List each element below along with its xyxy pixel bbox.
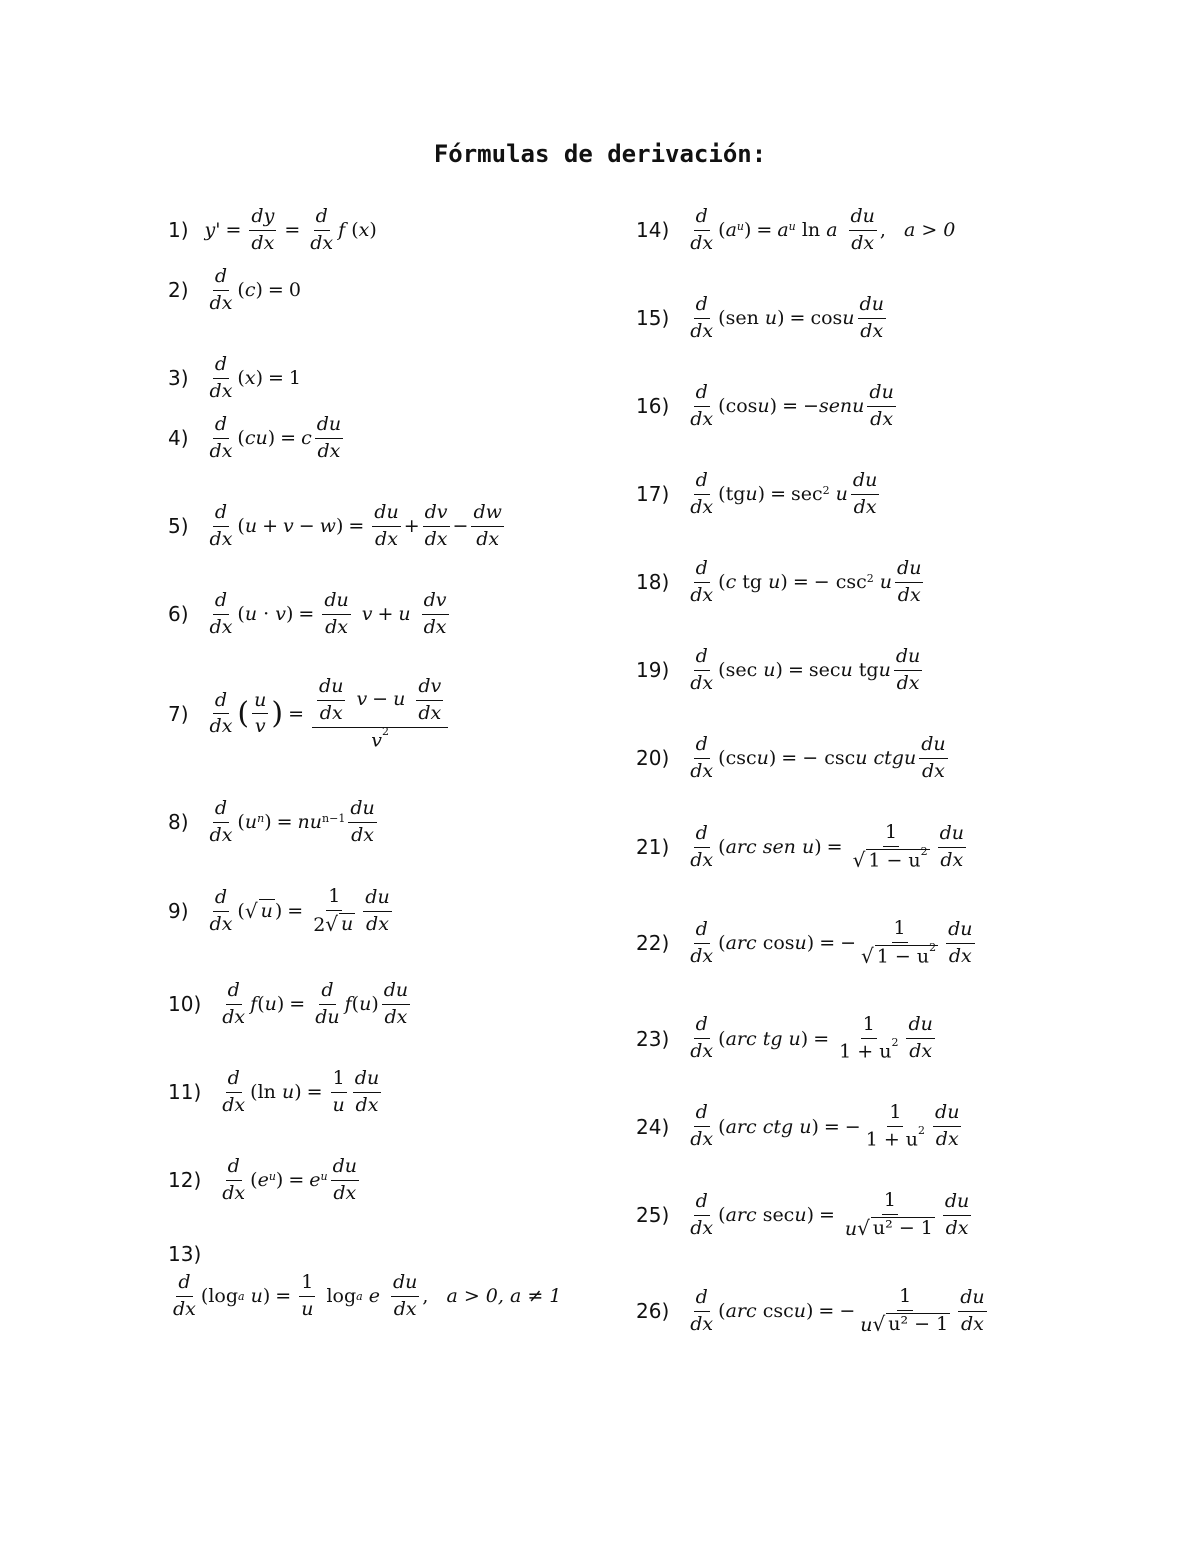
formula-20: 20) $\frac{d}{dx}$ ( csc u ) = − csc u ctg u $\frac{du}{dx}$ [636,733,946,782]
page-title: Fórmulas de derivación: [433,140,767,168]
formula-3: 3) $\frac{d}{dx}$ ( x ) = 1 [168,353,301,402]
formula-23: 23) $\frac{d}{dx}$ ( arc tg u ) = $\frac{1}{1 + u^2}$ $\frac{du}{dx}$ [636,1013,933,1063]
formula-8: 8) $\frac{d}{dx}$ ( u $^n$ ) = n u $^{n-1}$ $\frac{du}{dx}$ [168,797,375,846]
formula-19: 19) $\frac{d}{dx}$ ( sec u ) = sec u tg u $\frac{du}{dx}$ [636,645,921,694]
formula-number: 4) [168,426,189,451]
formula-number: 11) [168,1080,202,1105]
formula-1: 1) y ' = $\frac{dy}{dx}$ = $\frac{d}{dx}$ f ( x ) [168,205,377,254]
formula-5: 5) $\frac{d}{dx}$ ( u + v − w ) = $\frac{du}{dx}$ + $\frac{dv}{dx}$ − $\frac{dw}{dx}$ [168,501,502,550]
formula-number: 22) [636,931,670,956]
formula-number: 19) [636,658,670,683]
formula-22: 22) $\frac{d}{dx}$ ( arc cos u ) = − 1 √ $1 - u^2$ $\frac{du}{dx}$ [636,917,973,968]
formula-13: $\frac{d}{dx}$ ( log a u ) = $\frac{1}{u}$ log a e $\frac{du}{dx}$ , a > 0, a ≠ 1 [173,1271,562,1320]
formula-number: 5) [168,514,189,539]
formula-7: 7) $\frac{d}{dx}$ ( $\frac{u}{v}$ ) = $\frac{du}{dx}$ v − u $\frac{dv}{dx}$ $v^2$ [168,676,451,752]
formula-number: 24) [636,1114,670,1139]
formula-number: 12) [168,1168,202,1193]
formula-number: 7) [168,701,189,726]
formula-25: 25) $\frac{d}{dx}$ ( arc sec u ) = 1 u √ u² − 1 $\frac{du}{dx}$ [636,1189,970,1240]
formula-number: 13) [168,1242,202,1266]
formula-2: 2) $\frac{d}{dx}$ ( c ) = 0 [168,265,301,314]
formula-18: 18) $\frac{d}{dx}$ ( c tg u ) = − csc $^2$ u $\frac{du}{dx}$ [636,557,922,606]
formula-12: 12) $\frac{d}{dx}$ ( e $^u$ ) = e $^u$ $\frac{du}{dx}$ [168,1155,358,1204]
formula-11: 11) $\frac{d}{dx}$ ( ln u ) = $\frac{1}{u}$ $\frac{du}{dx}$ [168,1067,380,1116]
formula-6: 6) $\frac{d}{dx}$ ( u · v ) = $\frac{du}{dx}$ v + u $\frac{dv}{dx}$ [168,589,447,638]
formula-21: 21) $\frac{d}{dx}$ ( arc sen u ) = 1 √ $1 - u^2$ $\frac{du}{dx}$ [636,821,965,872]
formula-24: 24) $\frac{d}{dx}$ ( arc ctg u ) = − $\frac{1}{1 + u^2}$ $\frac{du}{dx}$ [636,1101,960,1151]
formula-number: 16) [636,394,670,419]
formula-number: 23) [636,1026,670,1051]
formula-17: 17) $\frac{d}{dx}$ ( tg u ) = sec $^2$ u $\frac{du}{dx}$ [636,469,878,518]
formula-26: 26) $\frac{d}{dx}$ ( arc csc u ) = − 1 u √ u² − 1 $\frac{du}{dx}$ [636,1285,985,1336]
formula-number: 9) [168,899,189,924]
formula-number: 20) [636,746,670,771]
formula-number: 17) [636,482,670,507]
formula-number: 8) [168,810,189,835]
formula-16: 16) $\frac{d}{dx}$ ( cos u ) = − senu $\frac{du}{dx}$ [636,381,894,430]
formula-number: 6) [168,602,189,627]
formula-14: 14) $\frac{d}{dx}$ ( a $^u$ ) = a $^u$ ln a $\frac{du}{dx}$ , a > 0 [636,205,956,254]
formula-9: 9) $\frac{d}{dx}$ ( √ u ) = 1 2 √ u $\frac{du}{dx}$ [168,885,390,936]
formula-number: 14) [636,218,670,243]
formula-number: 18) [636,570,670,595]
formula-4: 4) $\frac{d}{dx}$ ( c u ) = c $\frac{du}{dx}$ [168,413,342,462]
formula-number: 26) [636,1299,670,1324]
formula-number: 1) [168,218,189,243]
formula-number: 3) [168,366,189,391]
formula-10: 10) $\frac{d}{dx}$ f ( u ) = $\frac{d}{du}$ f ( u ) $\frac{du}{dx}$ [168,979,409,1028]
formula-number: 21) [636,835,670,860]
formula-number: 10) [168,992,202,1017]
formula-number: 2) [168,278,189,303]
formula-number: 15) [636,306,670,331]
formula-number: 25) [636,1203,670,1228]
formula-15: 15) $\frac{d}{dx}$ ( sen u ) = cos u $\frac{du}{dx}$ [636,293,884,342]
